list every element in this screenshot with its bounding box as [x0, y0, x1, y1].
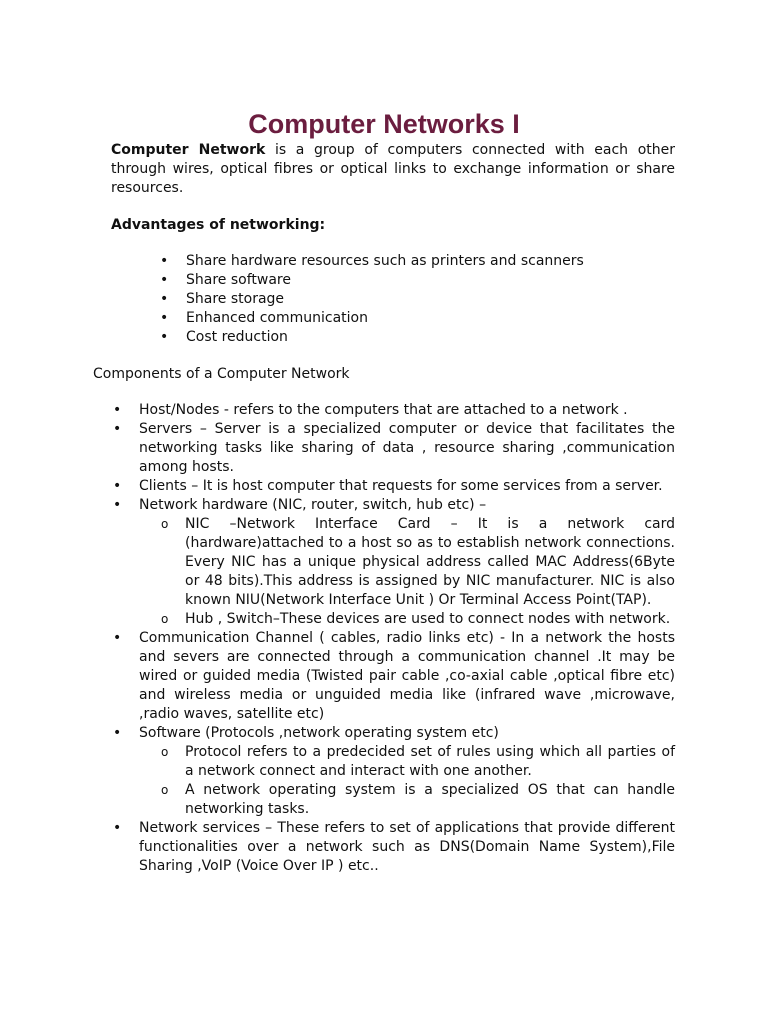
intro-term: Computer Network: [111, 142, 266, 158]
components-list: [113, 401, 675, 876]
component-subitem: o Hub , Switch–These devices are used to connect nodes with network.: [139, 610, 675, 629]
advantage-item: • Share storage: [160, 290, 680, 309]
component-item: [113, 496, 675, 629]
advantages-heading: Advantages of networking:: [111, 217, 326, 233]
advantage-item: • Share software: [160, 271, 680, 290]
component-item-text: Servers – Server is a specialized computer or device that facilitates the networking tasks like sharing of data , resource sharing ,communication among hosts.: [139, 421, 675, 475]
component-sublist: [139, 515, 675, 629]
component-subitem: o NIC –Network Interface Card – It is a network card (hardware)attached to a host so as to establish network connections. Every NIC has a unique physical address called MAC Address(6Byte or 48 bits).This address is assigned by NIC manufacturer. NIC is also known NIU(Network Interface Unit ) Or Terminal Access Point(TAP).: [139, 515, 675, 610]
advantage-item: • Share hardware resources such as printers and scanners: [160, 252, 680, 271]
component-item-text: Network hardware (NIC, router, switch, hub etc) –: [139, 497, 487, 513]
page-title: Computer Networks I: [248, 109, 520, 140]
advantages-list: [160, 252, 680, 347]
component-item: [113, 477, 675, 496]
component-subitem: o A network operating system is a specialized OS that can handle networking tasks.: [139, 781, 675, 819]
intro-text: is a group of computers connected with each other through wires, optical fibres or optical links to exchange information or share resources.: [111, 142, 675, 196]
component-item: [113, 420, 675, 477]
component-item-text: Clients – It is host computer that requests for some services from a server.: [139, 478, 663, 494]
component-item: [113, 819, 675, 876]
component-subitem: o Protocol refers to a predecided set of rules using which all parties of a network connect and interact with one another.: [139, 743, 675, 781]
advantage-item: • Cost reduction: [160, 328, 680, 347]
advantage-item: • Enhanced communication: [160, 309, 680, 328]
component-item: [113, 724, 675, 819]
component-item-text: Network services – These refers to set of applications that provide different functionalities over a network such as DNS(Domain Name System),File Sharing ,VoIP (Voice Over IP ) etc..: [139, 820, 675, 874]
component-item-text: Host/Nodes - refers to the computers that are attached to a network .: [139, 402, 628, 418]
components-heading: Components of a Computer Network: [93, 366, 350, 382]
intro-paragraph: [111, 141, 675, 198]
component-item: [113, 401, 675, 420]
component-item-text: Communication Channel ( cables, radio links etc) - In a network the hosts and severs are connected through a communication channel .It may be wired or guided media (Twisted pair cable ,co-axial cable ,optical fibre etc) and wireless media or unguided media like (infrared wave ,microwave, ,radio waves, satellite etc): [139, 630, 675, 722]
component-sublist: [139, 743, 675, 819]
component-item-text: Software (Protocols ,network operating system etc): [139, 725, 499, 741]
component-item: [113, 629, 675, 724]
